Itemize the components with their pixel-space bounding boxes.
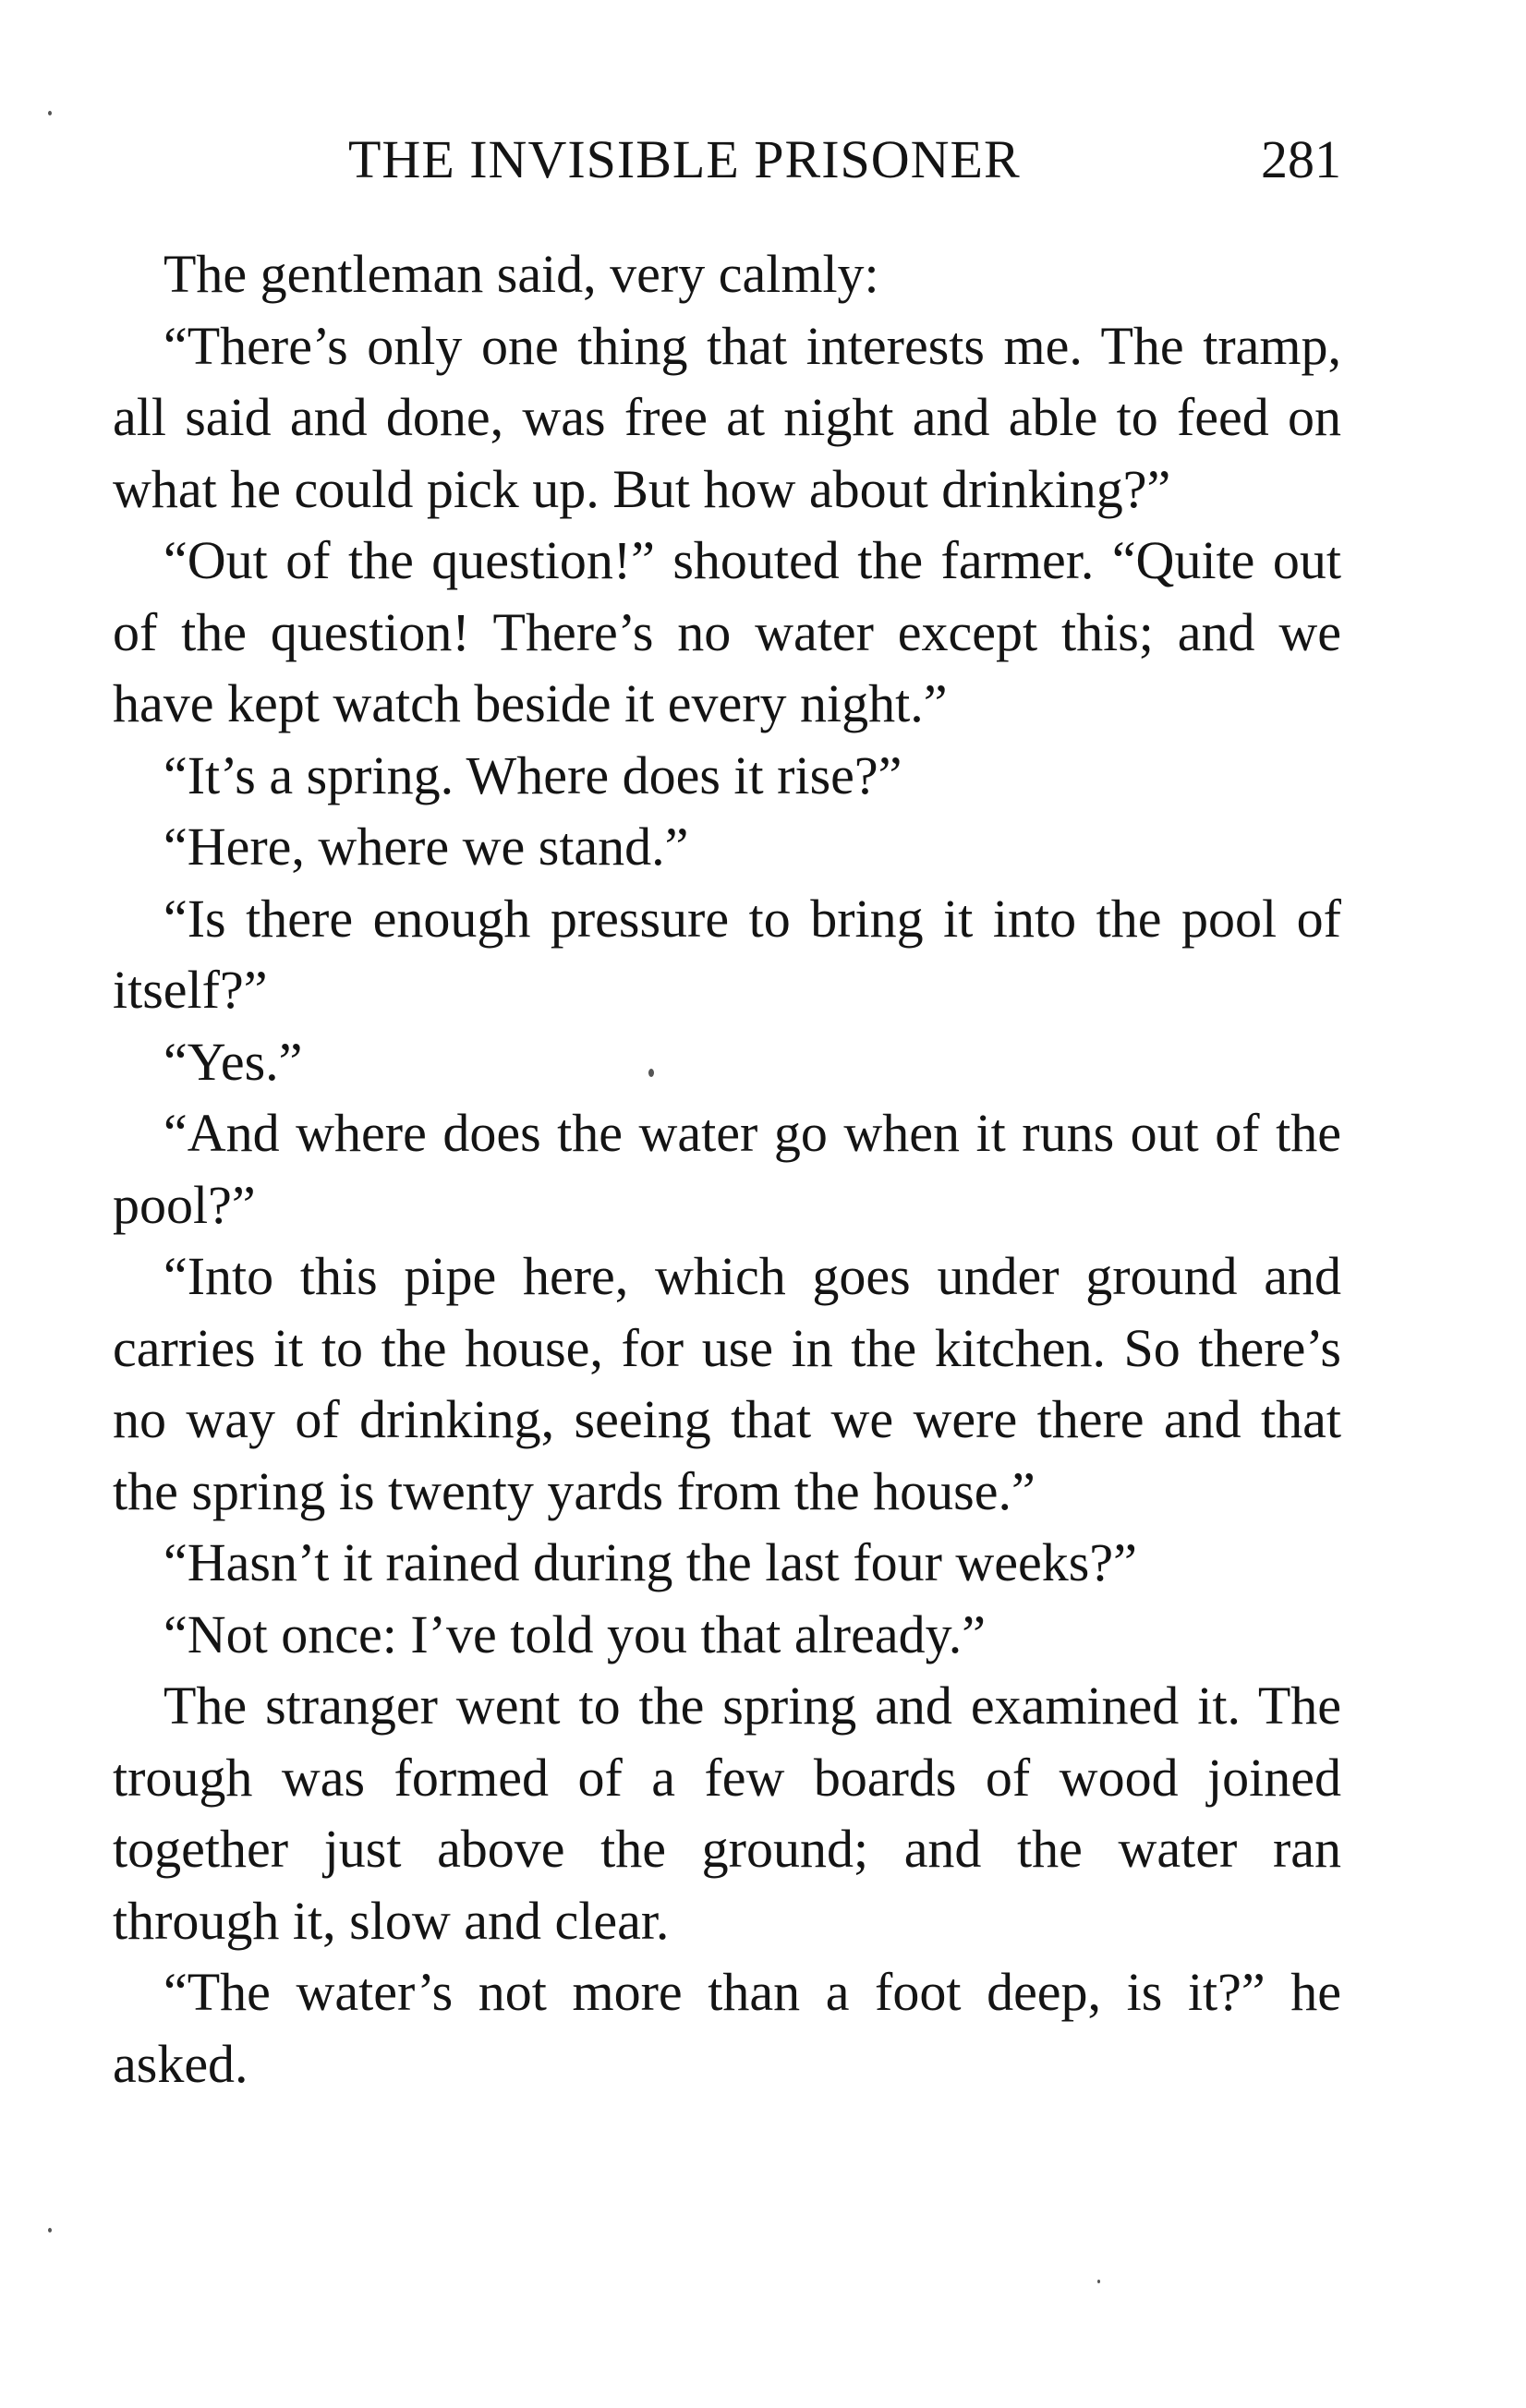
paragraph: The gentleman said, very calmly: bbox=[164, 244, 879, 304]
paragraph: “And where does the water go when it runs out of the pool?” bbox=[113, 1103, 1341, 1235]
paragraph: “Hasn’t it rained during the last four weeks?” bbox=[164, 1532, 1137, 1592]
paragraph: “There’s only one thing that interests me. The tramp, all said and done, was free at night and able to feed on what he could pick up. But how about drinking?” bbox=[113, 315, 1341, 519]
print-speck bbox=[48, 111, 52, 115]
paragraph: “Not once: I’ve told you that already.” bbox=[164, 1603, 987, 1664]
paragraph: “It’s a spring. Where does it rise?” bbox=[164, 744, 902, 805]
running-head bbox=[113, 127, 1341, 192]
paragraph: “The water’s not more than a foot deep, is it?” he asked. bbox=[113, 1962, 1341, 2094]
paragraph: “Out of the question!” shouted the farmer. “Quite out of the question! There’s no water except this; and we have kept watch beside it every night.” bbox=[113, 530, 1341, 733]
print-speck bbox=[648, 1069, 654, 1077]
print-speck bbox=[48, 2228, 52, 2233]
body-text bbox=[113, 238, 1341, 2099]
paragraph: “Is there enough pressure to bring it into the pool of itself?” bbox=[113, 888, 1341, 1020]
paragraph: “Here, where we stand.” bbox=[164, 817, 689, 877]
print-speck bbox=[1097, 2280, 1100, 2283]
paragraph: “Yes.” bbox=[164, 1031, 303, 1092]
page-number: 281 bbox=[1261, 129, 1341, 189]
running-title: THE INVISIBLE PRISONER bbox=[348, 129, 1021, 189]
paragraph: The stranger went to the spring and examined it. The trough was formed of a few boards of wood joined together just above the ground; and the water ran through it, slow and clear. bbox=[113, 1676, 1341, 1951]
paragraph: “Into this pipe here, which goes under ground and carries it to the house, for use in the kitchen. So there’s no way of drinking, seeing that we were there and that the spring is twenty yards from the house.” bbox=[113, 1246, 1341, 1521]
